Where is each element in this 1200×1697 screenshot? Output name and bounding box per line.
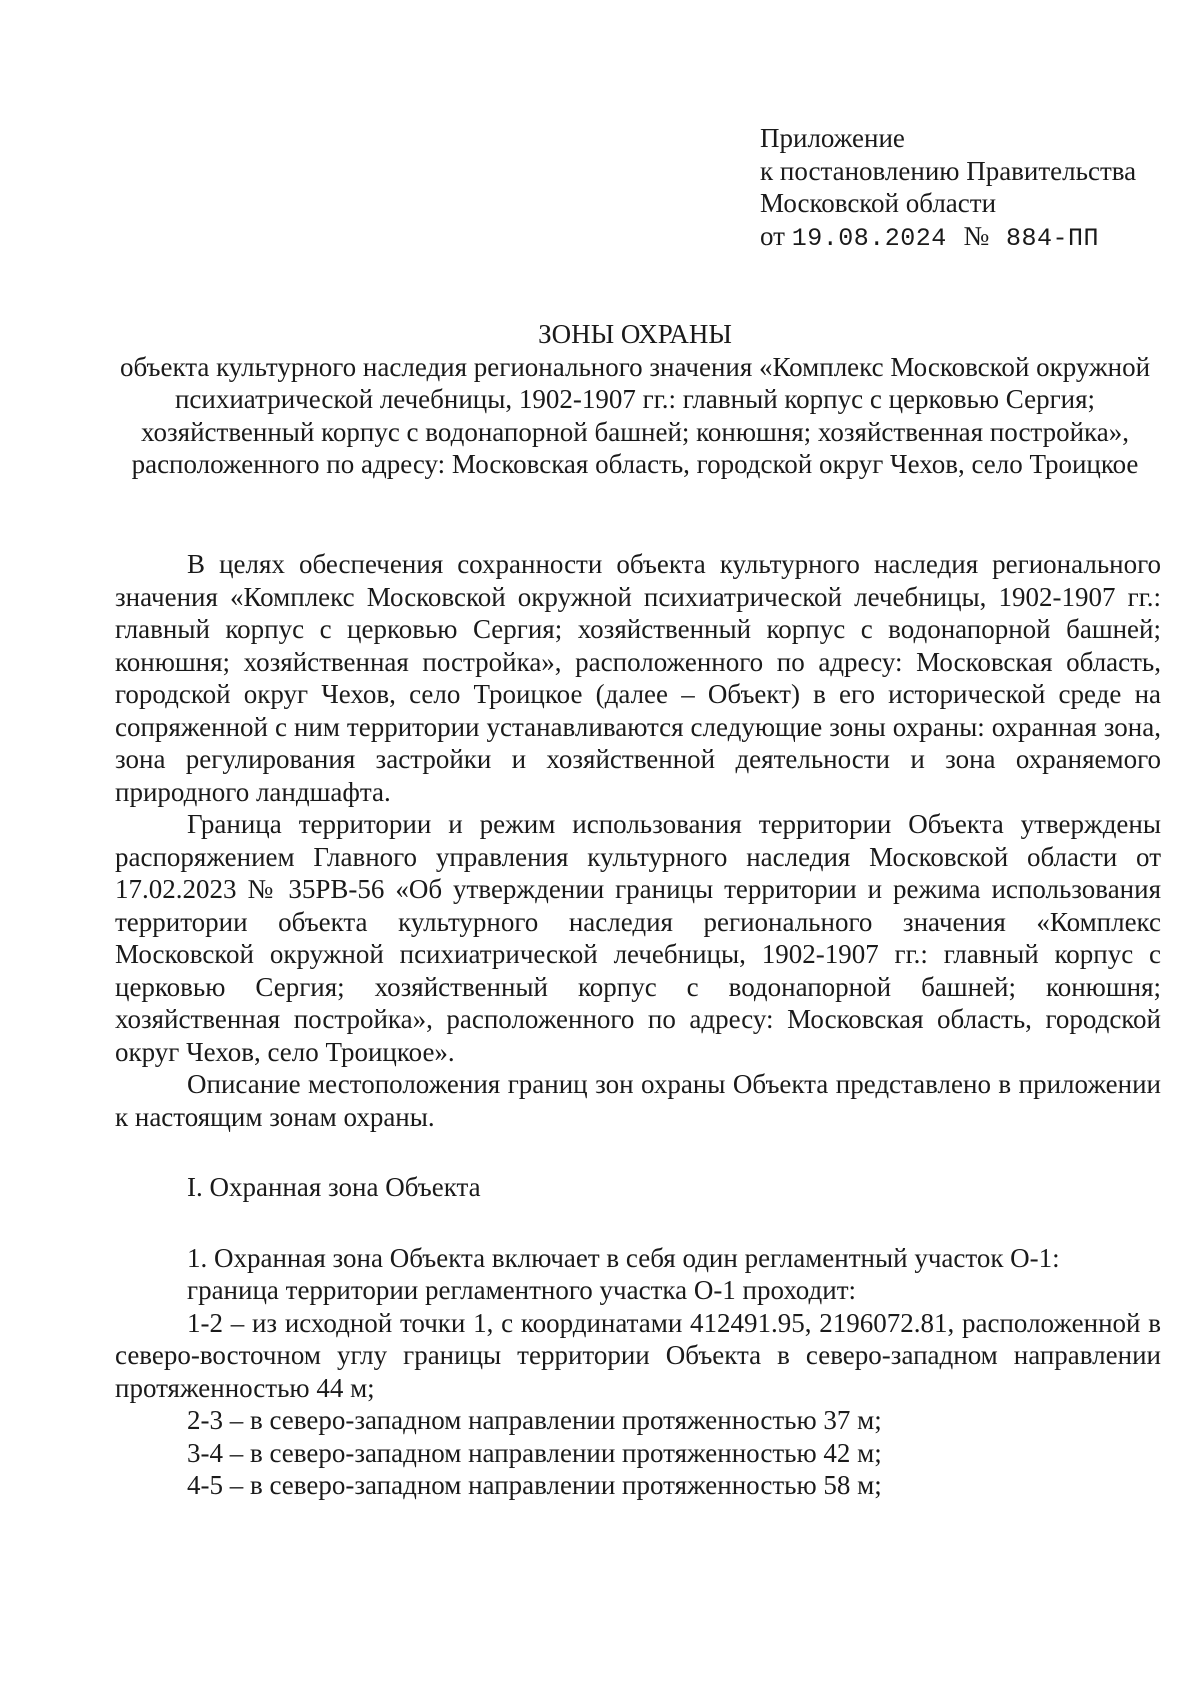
annex-line-1: Приложение <box>760 123 905 153</box>
paragraph-5: граница территории регламентного участка О-1 проходит: <box>187 1275 857 1305</box>
decree-date: 19.08.2024 <box>791 223 947 253</box>
title-subtitle: объекта культурного наследия регионального значения «Комплекс Московской окружной психиатрической лечебницы, 1902-1907 гг.: главный корпус с церковью Сергия; хозяйственный корпус с водонапорной башней; конюшня; хозяйственная постройка», расположенного по адресу: Московская область, городской округ Чехов, село Троицкое <box>119 351 1151 479</box>
decree-number: 884-ПП <box>1006 223 1100 253</box>
number-sign: № <box>963 220 990 251</box>
title-main: ЗОНЫ ОХРАНЫ <box>538 319 732 349</box>
document-title <box>115 318 1155 481</box>
paragraph-7: 2-3 – в северо-западном направлении протяженностью 37 м; <box>187 1405 882 1435</box>
section-heading: I. Охранная зона Объекта <box>187 1172 481 1202</box>
annex-line-2: к постановлению Правительства <box>760 155 1137 186</box>
paragraph-3: Описание местоположения границ зон охраны Объекта представлено в приложении к настоящим зонам охраны. <box>115 1069 1161 1132</box>
paragraph-4: 1. Охранная зона Объекта включает в себя один регламентный участок О-1: <box>187 1242 1060 1273</box>
paragraph-8: 3-4 – в северо-западном направлении протяженностью 42 м; <box>187 1437 882 1468</box>
annex-line-3: Московской области <box>760 188 997 218</box>
document-body <box>115 548 1161 1502</box>
paragraph-1: В целях обеспечения сохранности объекта культурного наследия регионального значения «Комплекс Московской окружной психиатрической лечебницы, 1902-1907 гг.: главный корпус с церковью Сергия; хозяйственный корпус с водонапорной башней; конюшня; хозяйственная постройка», расположенного по адресу: Московская область, городской округ Чехов, село Троицкое (далее – Объект) в его исторической среде на сопряженной с ним территории устанавливаются следующие зоны охраны: охранная зона, зона регулирования застройки и хозяйственной деятельности и зона охраняемого природного ландшафта. <box>115 549 1161 807</box>
annex-header <box>760 122 1180 255</box>
paragraph-2: Граница территории и режим использования территории Объекта утверждены распоряжением Главного управления культурного наследия Московской области от 17.02.2023 № 35РВ-56 «Об утверждении границы территории и режима использования территории объекта культурного наследия регионального значения «Комплекс Московской окружной психиатрической лечебницы, 1902-1907 гг.: главный корпус с церковью Сергия; хозяйственный корпус с водонапорной башней; конюшня; хозяйственная постройка», расположенного по адресу: Московская область, городской округ Чехов, село Троицкое». <box>115 809 1161 1067</box>
paragraph-9: 4-5 – в северо-западном направлении протяженностью 58 м; <box>187 1470 882 1500</box>
date-prefix: от <box>760 220 785 251</box>
paragraph-6: 1-2 – из исходной точки 1, с координатами 412491.95, 2196072.81, расположенной в северо-восточном углу границы территории Объекта в северо-западном направлении протяженностью 44 м; <box>115 1307 1161 1403</box>
annex-date-line <box>760 220 1180 256</box>
